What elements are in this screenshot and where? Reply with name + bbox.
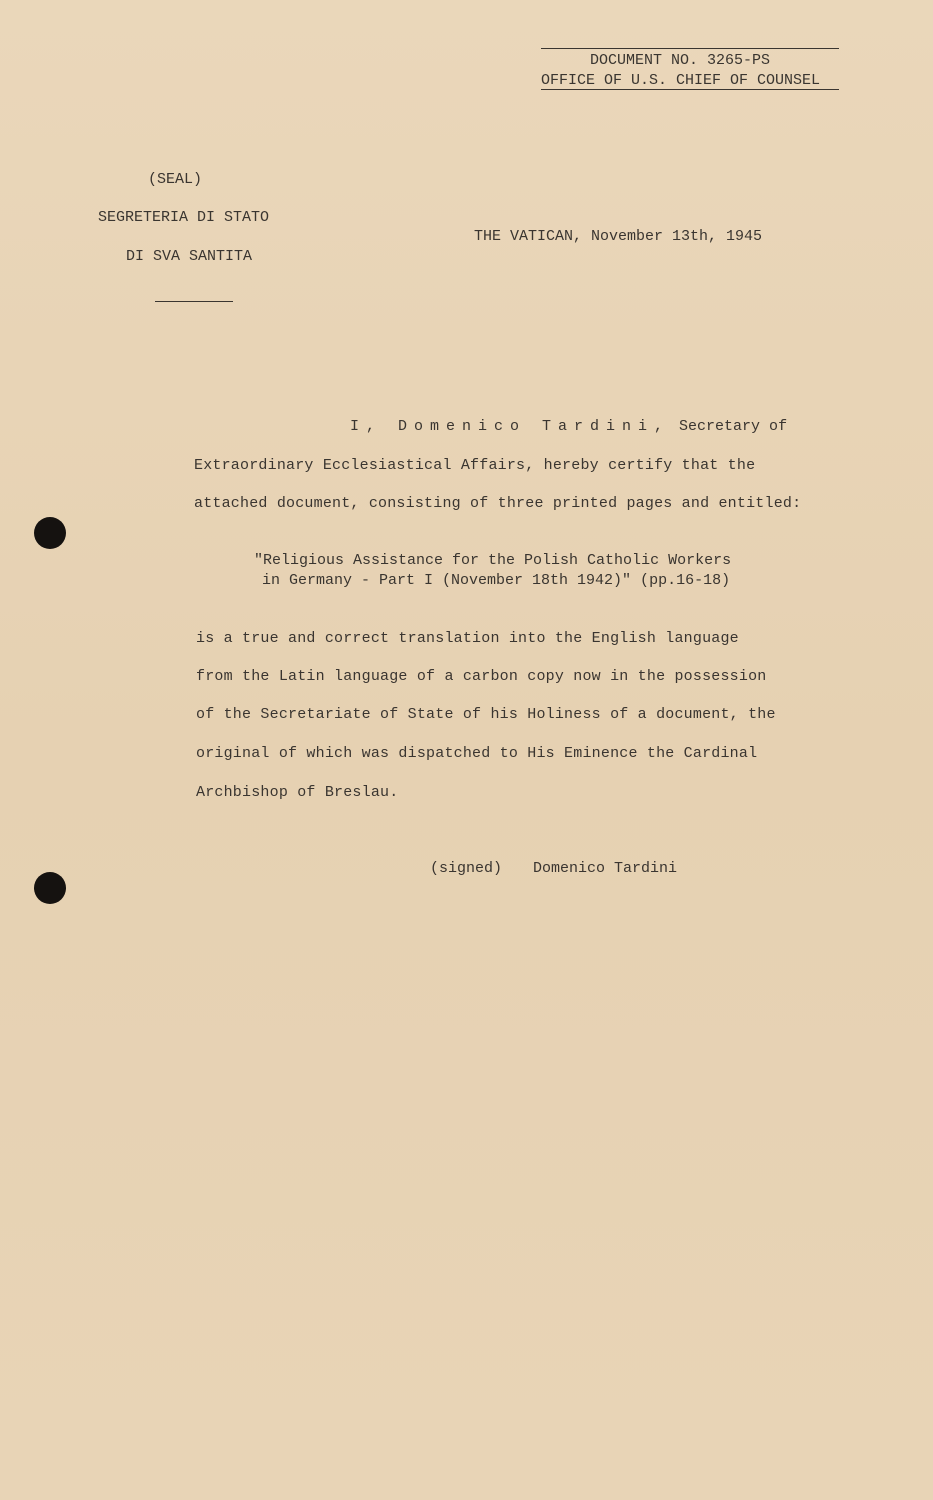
punch-hole-bottom (34, 872, 66, 904)
signatory-name: I, Domenico Tardini, (350, 418, 671, 435)
office-line: OFFICE OF U.S. CHIEF OF COUNSEL (541, 72, 821, 89)
punch-hole-top (34, 517, 66, 549)
body-line-6: of the Secretariate of State of his Holiness of a document, the (196, 706, 776, 723)
body-line-8: Archbishop of Breslau. (196, 784, 399, 801)
document-number: DOCUMENT NO. 3265-PS (590, 52, 771, 69)
header-top-rule (541, 48, 839, 49)
signature-name: Domenico Tardini (533, 860, 678, 877)
signature-label: (signed) (430, 860, 503, 877)
body-line-2: Extraordinary Ecclesiastical Affairs, hereby certify that the (194, 457, 756, 474)
date-line: THE VATICAN, November 13th, 1945 (474, 228, 763, 245)
body-line-3: attached document, consisting of three printed pages and entitled: (194, 495, 802, 512)
header-bottom-rule (541, 89, 839, 90)
letterhead-line-1: SEGRETERIA DI STATO (98, 209, 270, 226)
quoted-title-line-2: in Germany - Part I (November 18th 1942)" (pp.16-18) (262, 572, 731, 589)
body-line-7: original of which was dispatched to His Eminence the Cardinal (196, 745, 758, 762)
body-line-4: is a true and correct translation into the English language (196, 630, 739, 647)
letterhead-line-2: DI SVA SANTITA (126, 248, 253, 265)
quoted-title-line-1: "Religious Assistance for the Polish Catholic Workers (254, 552, 732, 569)
body-line-1-rest: Secretary of (679, 418, 788, 435)
body-line-5: from the Latin language of a carbon copy now in the possession (196, 668, 767, 685)
letterhead-rule (155, 301, 233, 302)
body-line-1 (350, 418, 787, 435)
seal-label: (SEAL) (148, 171, 203, 188)
